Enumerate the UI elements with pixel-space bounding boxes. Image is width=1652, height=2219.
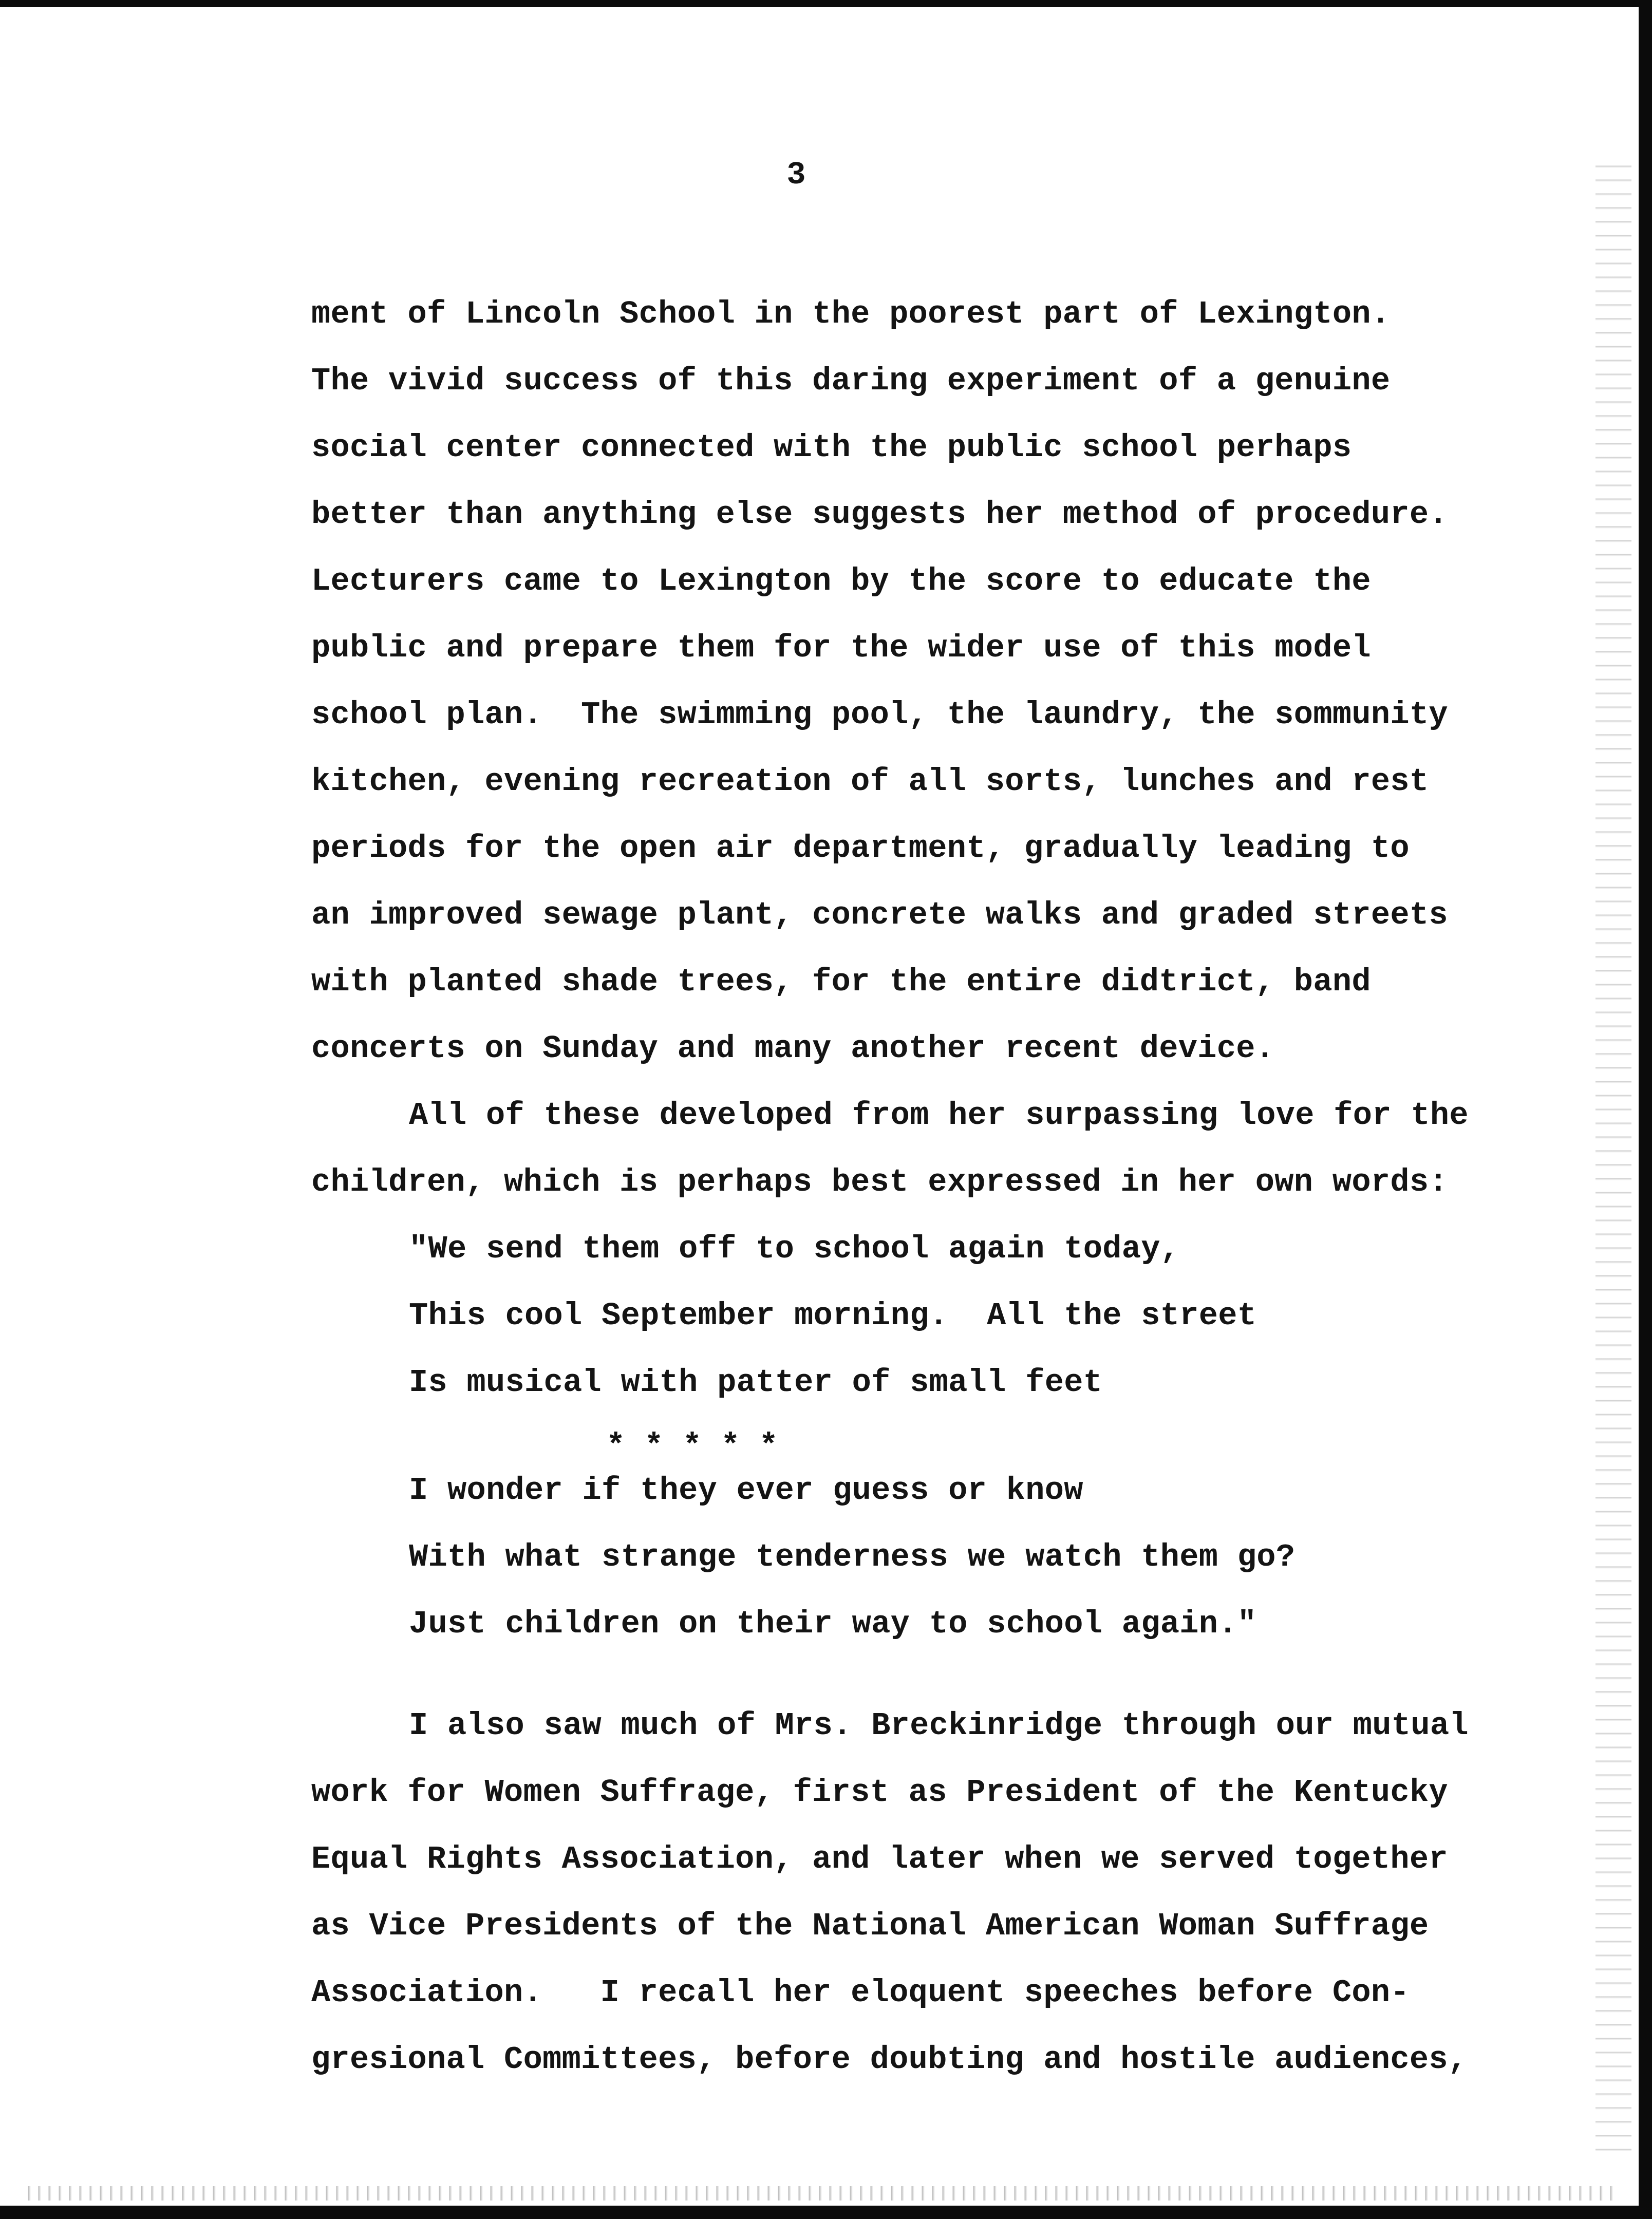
text-line: public and prepare them for the wider use of this model bbox=[311, 630, 1371, 666]
text-line: All of these developed from her surpassing love for the bbox=[409, 1097, 1469, 1134]
scan-edge-noise bbox=[1595, 154, 1631, 2157]
poem-line: This cool September morning. All the street bbox=[409, 1297, 1257, 1334]
text-line: social center connected with the public school perhaps bbox=[311, 429, 1352, 466]
text-line: periods for the open air department, gradually leading to bbox=[311, 830, 1410, 867]
scan-bottom-noise bbox=[21, 2186, 1613, 2201]
scan-border-right bbox=[1639, 0, 1652, 2219]
text-line: an improved sewage plant, concrete walks and graded streets bbox=[311, 897, 1448, 933]
text-line: kitchen, evening recreation of all sorts, lunches and rest bbox=[311, 763, 1429, 800]
page-number: 3 bbox=[786, 157, 806, 193]
poem-separator: * * * * * bbox=[606, 1428, 778, 1464]
text-line: I also saw much of Mrs. Breckinridge through our mutual bbox=[409, 1707, 1469, 1744]
text-line: The vivid success of this daring experiment of a genuine bbox=[311, 363, 1391, 399]
text-line: Association. I recall her eloquent speeches before Con- bbox=[311, 1974, 1410, 2011]
text-line: school plan. The swimming pool, the laundry, the sommunity bbox=[311, 697, 1448, 733]
text-line: Lecturers came to Lexington by the score to educate the bbox=[311, 563, 1371, 599]
text-line: ment of Lincoln School in the poorest part of Lexington. bbox=[311, 296, 1391, 332]
text-line: concerts on Sunday and many another recent device. bbox=[311, 1030, 1275, 1067]
scan-border-bottom bbox=[0, 2206, 1652, 2219]
text-line: better than anything else suggests her method of procedure. bbox=[311, 496, 1448, 533]
poem-line: With what strange tenderness we watch them go? bbox=[409, 1539, 1296, 1575]
poem-line: I wonder if they ever guess or know bbox=[409, 1472, 1083, 1509]
poem-line: "We send them off to school again today, bbox=[409, 1231, 1180, 1267]
text-line: work for Women Suffrage, first as President of the Kentucky bbox=[311, 1774, 1448, 1811]
poem-line: Is musical with patter of small feet bbox=[409, 1364, 1103, 1401]
text-line: Equal Rights Association, and later when we served together bbox=[311, 1841, 1448, 1877]
text-line: gresional Committees, before doubting and hostile audiences, bbox=[311, 2041, 1468, 2078]
poem-line: Just children on their way to school again." bbox=[409, 1606, 1257, 1642]
text-line: children, which is perhaps best expressed in her own words: bbox=[311, 1164, 1448, 1200]
scan-border-top bbox=[0, 0, 1652, 7]
text-line: as Vice Presidents of the National American Woman Suffrage bbox=[311, 1908, 1429, 1944]
text-line: with planted shade trees, for the entire didtrict, band bbox=[311, 964, 1371, 1000]
